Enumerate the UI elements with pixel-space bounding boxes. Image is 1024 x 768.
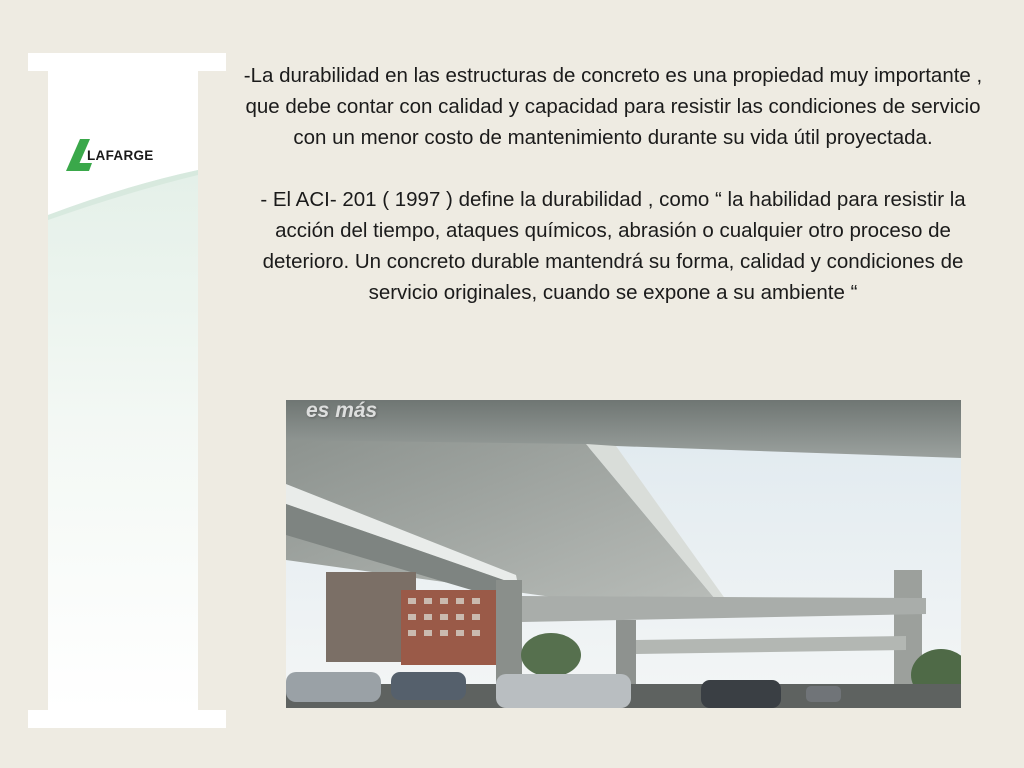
logo-green-base xyxy=(68,163,92,171)
overpass-illustration xyxy=(286,400,961,708)
top-white-bar xyxy=(28,53,226,71)
bottom-white-bar xyxy=(28,710,226,728)
main-text xyxy=(232,60,994,308)
overpass-photo xyxy=(286,400,961,708)
logo-text: LAFARGE xyxy=(87,148,154,163)
photo-watermark: es más xyxy=(306,400,378,422)
paragraph-aci-definition: - El ACI- 201 ( 1997 ) define la durabilidad , como “ la habilidad para resistir la acción del tiempo, ataques químicos, abrasión o cualquier otro proceso de deterioro. Un concreto durable mantendrá su forma, calidad y condiciones de servicio originales, cuando se expone a su ambiente “ xyxy=(260,188,966,304)
paragraph-durability: -La durabilidad en las estructuras de concreto es una propiedad muy importante , que debe contar con calidad y capacidad para resistir las condiciones de servicio con un menor costo de mantenimiento durante su vida útil proyectada. xyxy=(243,64,983,149)
